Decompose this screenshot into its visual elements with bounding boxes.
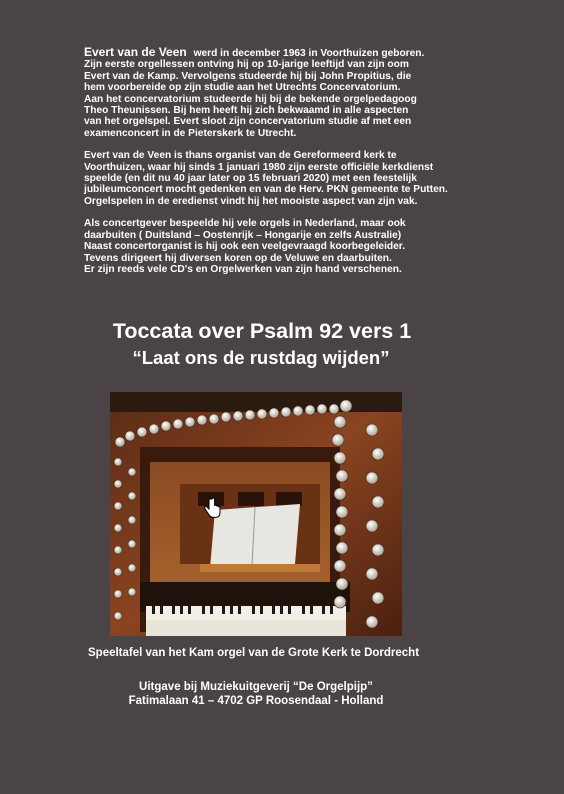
bio-line: daarbuiten ( Duitsland – Oostenrijk – Hongarije en zelfs Australie) <box>84 229 402 241</box>
piece-title-main: Toccata over Psalm 92 vers 1 <box>112 319 412 343</box>
publisher-address: Fatimalaan 41 – 4702 GP Roosendaal - Holland <box>128 694 384 707</box>
bio-line: Evert van de Kamp. Vervolgens studeerde hij bij John Propitius, die <box>84 70 412 82</box>
biography <box>84 47 504 286</box>
bio-paragraph-1 <box>84 47 504 139</box>
bio-line: Zijn eerste orgellessen ontving hij op 10-jarige leeftijd van zijn oom <box>84 59 409 71</box>
bio-line: jubileumconcert mocht gedenken en van de Herv. PKN gemeente te Putten. <box>84 184 448 196</box>
bio-lead: werd in december 1963 in Voorthuizen geboren. <box>193 48 425 59</box>
bio-line: Evert van de Veen is thans organist van de Gereformeerd kerk te <box>84 150 397 162</box>
bio-line: speelde (en dit nu 40 jaar later op 15 februari 2020) met een feestelijk <box>84 173 417 185</box>
organ-console-photo <box>110 392 402 636</box>
bio-line: examenconcert in de Pieterskerk te Utrecht. <box>84 127 297 139</box>
bio-line: Naast concertorganist is hij ook een veelgevraagd koorbegeleider. <box>84 241 406 253</box>
bio-line: Tevens dirigeert hij diversen koren op de Veluwe en daarbuiten. <box>84 252 392 264</box>
bio-paragraph-2 <box>84 150 504 207</box>
piece-subtitle: “Laat ons de rustdag wijden” <box>132 347 390 368</box>
bio-line: Orgelspelen in de eredienst vindt hij het mooiste aspect van zijn vak. <box>84 195 418 207</box>
organist-name: Evert van de Veen <box>84 45 187 59</box>
bio-line: van het orgelspel. Evert sloot zijn concervatorium studie af met een <box>84 116 412 128</box>
bio-line: Er zijn reeds vele CD's en Orgelwerken van zijn hand verschenen. <box>84 263 402 275</box>
publisher-info <box>0 681 564 708</box>
bio-line: Aan het concervatorium studeerde hij bij de bekende orgelpedagoog <box>84 93 417 105</box>
publisher-name: Uitgave bij Muziekuitgeverij “De Orgelpijp” <box>139 681 373 693</box>
bio-line: Theo Theunissen. Bij hem heeft hij zich bekwaamd in alle aspecten <box>84 105 409 117</box>
hand-pointer-icon <box>203 497 221 521</box>
piece-title <box>0 318 564 370</box>
photo-caption: Speeltafel van het Kam orgel van de Grote Kerk te Dordrecht <box>88 647 420 659</box>
bio-line: Als concertgever bespeelde hij vele orgels in Nederland, maar ook <box>84 218 406 230</box>
bio-line: Voorthuizen, waar hij sinds 1 januari 1980 zijn eerste officiële kerkdienst <box>84 161 434 173</box>
bio-line: hem voorbereide op zijn studie aan het Utrechts Concervatorium. <box>84 82 401 94</box>
bio-paragraph-3 <box>84 218 504 275</box>
